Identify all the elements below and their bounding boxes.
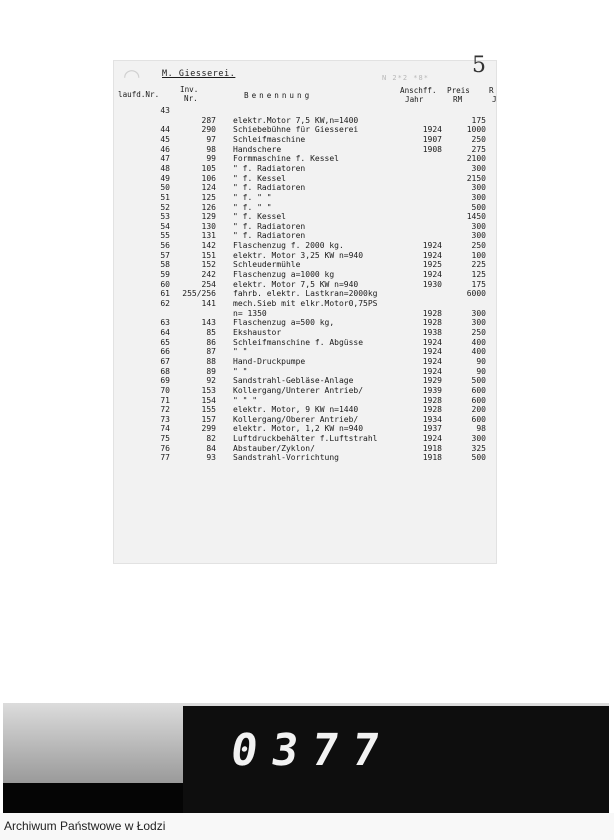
row-anschaff-jahr: 1918 bbox=[422, 443, 442, 453]
row-inv-nr: 86 bbox=[206, 337, 216, 347]
row-laufd-nr: 48 bbox=[160, 163, 170, 173]
row-inv-nr: 93 bbox=[206, 453, 216, 463]
footer-bar bbox=[0, 813, 614, 840]
row-laufd-nr: 57 bbox=[160, 250, 170, 260]
row-preis: 500 bbox=[471, 376, 486, 386]
row-anschaff-jahr: 1924 bbox=[422, 356, 442, 366]
row-inv-nr: 242 bbox=[201, 270, 216, 280]
row-preis: 300 bbox=[471, 192, 486, 202]
row-inv-nr: 99 bbox=[206, 154, 216, 164]
row-preis: 300 bbox=[471, 434, 486, 444]
row-laufd-nr: 67 bbox=[160, 356, 170, 366]
row-inv-nr: 82 bbox=[206, 434, 216, 444]
row-inv-nr: 152 bbox=[201, 260, 216, 270]
row-preis: 2150 bbox=[466, 173, 486, 183]
faint-pencil-mark: N 2*2 *8* bbox=[382, 74, 429, 82]
row-laufd-nr: 43 bbox=[160, 106, 170, 115]
row-inv-nr: 97 bbox=[206, 135, 216, 144]
row-benennung: Sandstrahl-Vorrichtung bbox=[233, 453, 339, 463]
row-anschaff-jahr: 1907 bbox=[422, 135, 442, 144]
row-preis: 500 bbox=[471, 453, 486, 463]
row-laufd-nr: 63 bbox=[160, 318, 170, 328]
row-benennung: elektr.Motor 7,5 KW,n=1400 bbox=[233, 115, 359, 125]
row-preis: 125 bbox=[471, 270, 486, 280]
row-benennung: Abstauber/Zyklon/ bbox=[233, 443, 315, 453]
row-preis: 600 bbox=[471, 385, 486, 395]
row-preis: 250 bbox=[471, 241, 486, 251]
column-header-preis-line2: RM bbox=[453, 95, 463, 104]
archive-credit: Archiwum Państwowe w Łodzi bbox=[4, 819, 166, 833]
faint-stamp-icon: ◠ bbox=[123, 64, 141, 88]
row-anschaff-jahr: 1924 bbox=[422, 241, 442, 251]
row-inv-nr: 84 bbox=[206, 443, 216, 453]
row-anschaff-jahr: 1924 bbox=[422, 270, 442, 280]
row-laufd-nr: 66 bbox=[160, 347, 170, 357]
row-preis: 6000 bbox=[466, 289, 486, 299]
row-preis: 300 bbox=[471, 221, 486, 231]
row-anschaff-jahr: 1928 bbox=[422, 405, 442, 415]
row-inv-nr: 154 bbox=[201, 395, 216, 405]
row-laufd-nr: 64 bbox=[160, 328, 170, 337]
row-benennung: elektr. Motor 7,5 KW n=940 bbox=[233, 279, 359, 289]
row-benennung: Formmaschine f. Kessel bbox=[233, 154, 339, 164]
row-inv-nr: 88 bbox=[206, 356, 216, 366]
row-preis: 400 bbox=[471, 337, 486, 347]
row-benennung: Luftdruckbehälter f.Luftstrahl bbox=[233, 434, 378, 444]
row-benennung: " f. Radiatoren bbox=[233, 163, 306, 173]
row-preis: 325 bbox=[471, 443, 486, 453]
row-preis: 1450 bbox=[466, 212, 486, 222]
row-preis: 300 bbox=[471, 318, 486, 328]
row-laufd-nr: 73 bbox=[160, 414, 170, 424]
row-benennung: Flaschenzug f. 2000 kg. bbox=[233, 241, 344, 251]
row-laufd-nr: 55 bbox=[160, 231, 170, 241]
row-benennung: Sandstrahl-Gebläse-Anlage bbox=[233, 376, 354, 386]
row-laufd-nr: 70 bbox=[160, 385, 170, 395]
column-header-cut-off-line2: J bbox=[492, 95, 497, 104]
row-benennung: " f. Radiatoren bbox=[233, 231, 306, 241]
row-laufd-nr: 53 bbox=[160, 212, 170, 222]
row-benennung: Handschere bbox=[233, 144, 282, 154]
row-laufd-nr: 46 bbox=[160, 144, 170, 154]
row-benennung: " f. Kessel bbox=[233, 212, 286, 222]
row-inv-nr: 125 bbox=[201, 192, 216, 202]
row-laufd-nr: 72 bbox=[160, 405, 170, 415]
row-laufd-nr: 75 bbox=[160, 434, 170, 444]
row-benennung: n= 1350 bbox=[233, 308, 267, 318]
row-anschaff-jahr: 1929 bbox=[422, 376, 442, 386]
column-header-inv-nr-line2: Nr. bbox=[184, 94, 198, 103]
row-benennung: " f. " " bbox=[233, 192, 272, 202]
row-preis: 2100 bbox=[466, 154, 486, 164]
row-preis: 500 bbox=[471, 202, 486, 212]
row-anschaff-jahr: 1924 bbox=[422, 347, 442, 357]
row-benennung: " f. Kessel bbox=[233, 173, 286, 183]
row-preis: 400 bbox=[471, 347, 486, 357]
row-preis: 1000 bbox=[466, 125, 486, 135]
row-laufd-nr: 56 bbox=[160, 241, 170, 251]
row-anschaff-jahr: 1939 bbox=[422, 385, 442, 395]
row-inv-nr: 92 bbox=[206, 376, 216, 386]
frame-counter: 0377 bbox=[227, 725, 397, 776]
row-anschaff-jahr: 1930 bbox=[422, 279, 442, 289]
row-inv-nr: 299 bbox=[201, 424, 216, 434]
column-header-benennung: Benennung bbox=[244, 91, 313, 100]
row-benennung: mech.Sieb mit elkr.Motor0,75PS bbox=[233, 299, 378, 308]
row-inv-nr: 131 bbox=[201, 231, 216, 241]
row-preis: 98 bbox=[476, 424, 486, 434]
row-inv-nr: 141 bbox=[201, 299, 216, 308]
row-laufd-nr: 54 bbox=[160, 221, 170, 231]
row-anschaff-jahr: 1928 bbox=[422, 395, 442, 405]
row-benennung: " " " bbox=[233, 395, 258, 405]
row-inv-nr: 105 bbox=[201, 163, 216, 173]
row-benennung: Schleifmaschine bbox=[233, 135, 306, 144]
row-benennung: Flaschenzug a=1000 kg bbox=[233, 270, 335, 280]
row-benennung: Schleudermühle bbox=[233, 260, 301, 270]
row-anschaff-jahr: 1924 bbox=[422, 366, 442, 376]
row-laufd-nr: 58 bbox=[160, 260, 170, 270]
column-header-anschaff-line2: Jahr bbox=[405, 95, 424, 104]
row-laufd-nr: 50 bbox=[160, 183, 170, 193]
row-laufd-nr: 65 bbox=[160, 337, 170, 347]
row-anschaff-jahr: 1934 bbox=[422, 414, 442, 424]
row-inv-nr: 153 bbox=[201, 385, 216, 395]
row-inv-nr: 98 bbox=[206, 144, 216, 154]
row-benennung: " f. Radiatoren bbox=[233, 183, 306, 193]
row-benennung: Schleifmanschine f. Abgüsse bbox=[233, 337, 364, 347]
row-inv-nr: 287 bbox=[201, 115, 216, 125]
row-inv-nr: 130 bbox=[201, 221, 216, 231]
row-benennung: " " bbox=[233, 347, 248, 357]
folio-number: 5 bbox=[472, 53, 486, 78]
row-inv-nr: 142 bbox=[201, 241, 216, 251]
row-anschaff-jahr: 1937 bbox=[422, 424, 442, 434]
row-laufd-nr: 77 bbox=[160, 453, 170, 463]
row-anschaff-jahr: 1928 bbox=[422, 318, 442, 328]
row-benennung: fahrb. elektr. Lastkran=2000kg bbox=[233, 289, 378, 299]
row-laufd-nr: 62 bbox=[160, 299, 170, 308]
row-preis: 300 bbox=[471, 163, 486, 173]
row-inv-nr: 151 bbox=[201, 250, 216, 260]
column-header-preis: Preis bbox=[447, 86, 470, 95]
column-header-cut-off: R bbox=[489, 86, 494, 95]
row-preis: 300 bbox=[471, 231, 486, 241]
section-heading: M. Giesserei. bbox=[162, 68, 236, 78]
row-laufd-nr: 59 bbox=[160, 270, 170, 280]
row-anschaff-jahr: 1924 bbox=[422, 250, 442, 260]
row-laufd-nr: 71 bbox=[160, 395, 170, 405]
row-anschaff-jahr: 1925 bbox=[422, 260, 442, 270]
row-anschaff-jahr: 1924 bbox=[422, 125, 442, 135]
typed-inventory-page bbox=[114, 53, 497, 563]
row-laufd-nr: 44 bbox=[160, 125, 170, 135]
row-inv-nr: 85 bbox=[206, 328, 216, 337]
row-benennung: " " bbox=[233, 366, 248, 376]
row-anschaff-jahr: 1924 bbox=[422, 434, 442, 444]
row-preis: 250 bbox=[471, 135, 486, 144]
row-benennung: elektr. Motor 3,25 KW n=940 bbox=[233, 250, 364, 260]
row-inv-nr: 106 bbox=[201, 173, 216, 183]
row-laufd-nr: 60 bbox=[160, 279, 170, 289]
row-preis: 90 bbox=[476, 366, 486, 376]
row-laufd-nr: 51 bbox=[160, 192, 170, 202]
row-benennung: elektr. Motor, 1,2 KW n=940 bbox=[233, 424, 364, 434]
row-benennung: Hand-Druckpumpe bbox=[233, 356, 306, 366]
row-inv-nr: 155 bbox=[201, 405, 216, 415]
column-header-anschaff: Anschff. bbox=[400, 86, 437, 95]
row-preis: 275 bbox=[471, 144, 486, 154]
row-benennung: Kollergang/Oberer Antrieb/ bbox=[233, 414, 359, 424]
row-benennung: Schiebebühne für Giesserei bbox=[233, 125, 359, 135]
row-anschaff-jahr: 1938 bbox=[422, 328, 442, 337]
row-benennung: elektr. Motor, 9 KW n=1440 bbox=[233, 405, 359, 415]
column-header-inv-nr: Inv. bbox=[180, 85, 199, 94]
row-laufd-nr: 47 bbox=[160, 154, 170, 164]
row-laufd-nr: 69 bbox=[160, 376, 170, 386]
row-preis: 600 bbox=[471, 395, 486, 405]
row-laufd-nr: 68 bbox=[160, 366, 170, 376]
microfilm-frame bbox=[3, 3, 609, 813]
row-benennung: " f. " " bbox=[233, 202, 272, 212]
row-inv-nr: 290 bbox=[201, 125, 216, 135]
row-laufd-nr: 49 bbox=[160, 173, 170, 183]
row-anschaff-jahr: 1924 bbox=[422, 337, 442, 347]
row-preis: 90 bbox=[476, 356, 486, 366]
row-benennung: Ekshaustor bbox=[233, 328, 282, 337]
row-preis: 600 bbox=[471, 414, 486, 424]
row-inv-nr: 126 bbox=[201, 202, 216, 212]
row-benennung: Flaschenzug a=500 kg, bbox=[233, 318, 335, 328]
row-preis: 300 bbox=[471, 308, 486, 318]
row-inv-nr: 89 bbox=[206, 366, 216, 376]
row-preis: 300 bbox=[471, 183, 486, 193]
row-inv-nr: 254 bbox=[201, 279, 216, 289]
row-benennung: " f. Radiatoren bbox=[233, 221, 306, 231]
row-laufd-nr: 61 bbox=[160, 289, 170, 299]
row-preis: 225 bbox=[471, 260, 486, 270]
row-anschaff-jahr: 1918 bbox=[422, 453, 442, 463]
row-laufd-nr: 74 bbox=[160, 424, 170, 434]
row-laufd-nr: 52 bbox=[160, 202, 170, 212]
row-inv-nr: 129 bbox=[201, 212, 216, 222]
row-inv-nr: 255/256 bbox=[182, 289, 216, 299]
row-laufd-nr: 45 bbox=[160, 135, 170, 144]
row-anschaff-jahr: 1908 bbox=[422, 144, 442, 154]
row-preis: 175 bbox=[471, 279, 486, 289]
row-preis: 250 bbox=[471, 328, 486, 337]
row-inv-nr: 87 bbox=[206, 347, 216, 357]
row-preis: 200 bbox=[471, 405, 486, 415]
row-preis: 175 bbox=[471, 115, 486, 125]
row-preis: 100 bbox=[471, 250, 486, 260]
column-header-laufd-nr: laufd.Nr. bbox=[118, 90, 160, 99]
row-benennung: Kollergang/Unterer Antrieb/ bbox=[233, 385, 364, 395]
row-laufd-nr: 76 bbox=[160, 443, 170, 453]
row-inv-nr: 143 bbox=[201, 318, 216, 328]
row-anschaff-jahr: 1928 bbox=[422, 308, 442, 318]
row-inv-nr: 157 bbox=[201, 414, 216, 424]
row-inv-nr: 124 bbox=[201, 183, 216, 193]
